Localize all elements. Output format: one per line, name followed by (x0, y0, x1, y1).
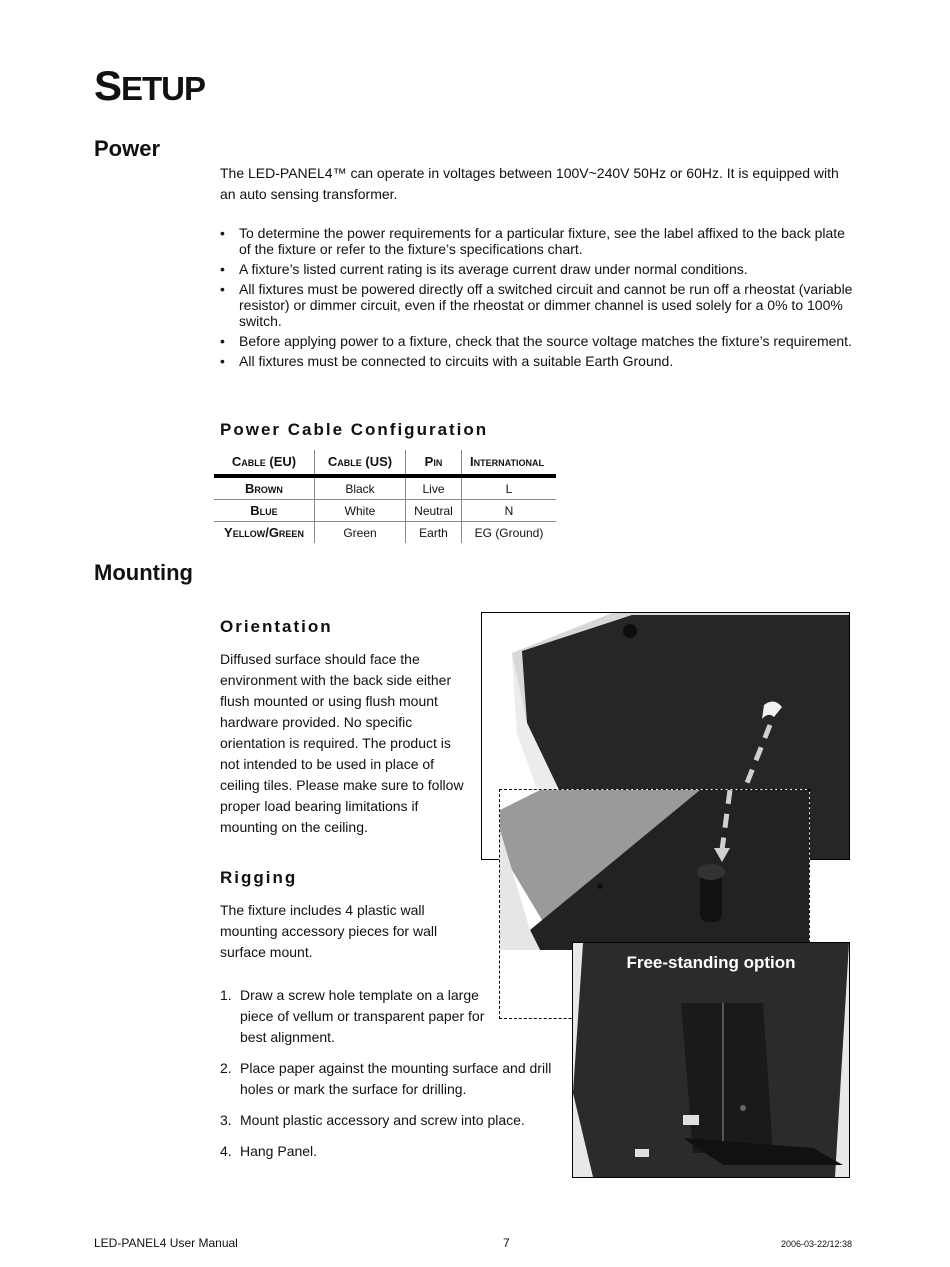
table-header-cell: International (462, 450, 557, 476)
list-item (220, 1110, 560, 1131)
table-cell: Neutral (406, 500, 462, 522)
power-intro: The LED-PANEL4™ can operate in voltages between 100V~240V 50Hz or 60Hz. It is equipped with an auto sensing transformer. (220, 165, 839, 202)
cable-config-table (214, 450, 556, 543)
power-bullet: • A fixture’s listed current rating is its average current draw under normal conditions. (220, 261, 855, 277)
footer-page-number: 7 (503, 1236, 510, 1250)
table-header-cell: Cable (US) (315, 450, 406, 476)
table-row (214, 522, 556, 544)
table-header-cell: Cable (EU) (214, 450, 315, 476)
free-standing-photo (572, 942, 850, 1178)
step-text: Place paper against the mounting surface and drill holes or mark the surface for drilling. (240, 1060, 552, 1097)
table-header-row (214, 450, 556, 476)
table-row (214, 476, 556, 500)
photo-caption: Free-standing option (626, 953, 796, 972)
footer-date: 2006-03-22/12:38 (781, 1239, 853, 1249)
table-cell: Brown (214, 476, 315, 500)
step-text: Draw a screw hole template on a large piece of vellum or transparent paper for best alignment. (240, 987, 485, 1045)
table-header-cell: Pin (406, 450, 462, 476)
rigging-heading: Rigging (220, 868, 298, 887)
table-row (214, 500, 556, 522)
step-number: 2. (220, 1060, 232, 1076)
table-cell: Blue (214, 500, 315, 522)
step-text: Mount plastic accessory and screw into place. (240, 1112, 525, 1128)
power-bullet: • To determine the power requirements for a particular fixture, see the label affixed to the back plate of the fixture or refer to the fixture’s specifications chart. (220, 225, 855, 257)
list-item (220, 985, 485, 1048)
mounting-heading: Mounting (94, 560, 193, 585)
list-item (220, 1058, 560, 1100)
orientation-heading: Orientation (220, 617, 333, 636)
power-bullet: • Before applying power to a fixture, check that the source voltage matches the fixture’s requirement. (220, 333, 855, 349)
page-title-rest: ETUP (121, 70, 206, 107)
step-text: Hang Panel. (240, 1143, 318, 1159)
table-cell: Earth (406, 522, 462, 544)
list-item (220, 1141, 560, 1162)
footer-manual-title: LED-PANEL4 User Manual (94, 1236, 238, 1250)
table-cell: L (462, 476, 557, 500)
power-bullet-list (220, 225, 855, 373)
orientation-text: Diffused surface should face the environment with the back side either flush mounted or using flush mount hardware provided. No specific orientation is required. The product is not intended to be used in place of ceiling tiles. Please make sure to follow proper load bearing limitations if mounting on the ceiling. (220, 651, 464, 835)
power-bullet: • All fixtures must be powered directly off a switched circuit and cannot be run off a rheostat (variable resistor) or dimmer circuit, even if the rheostat or dimmer channel is used solely for a 0% to 100% switch. (220, 281, 855, 329)
step-number: 3. (220, 1112, 232, 1128)
table-cell: Green (315, 522, 406, 544)
power-bullet: • All fixtures must be connected to circuits with a suitable Earth Ground. (220, 353, 855, 369)
step-number: 4. (220, 1143, 232, 1159)
table-cell: EG (Ground) (462, 522, 557, 544)
table-cell: N (462, 500, 557, 522)
cable-config-heading: Power Cable Configuration (220, 420, 489, 439)
page-title-initial: S (94, 62, 122, 109)
table-cell: Live (406, 476, 462, 500)
table-cell: Yellow/Green (224, 525, 304, 540)
table-cell: Black (315, 476, 406, 500)
rigging-text: The fixture includes 4 plastic wall mounting accessory pieces for wall surface mount. (220, 902, 438, 960)
free-standing-illustration (573, 943, 849, 1177)
power-heading: Power (94, 136, 161, 161)
page-title (94, 62, 205, 110)
table-cell: White (315, 500, 406, 522)
step-number: 1. (220, 987, 232, 1003)
